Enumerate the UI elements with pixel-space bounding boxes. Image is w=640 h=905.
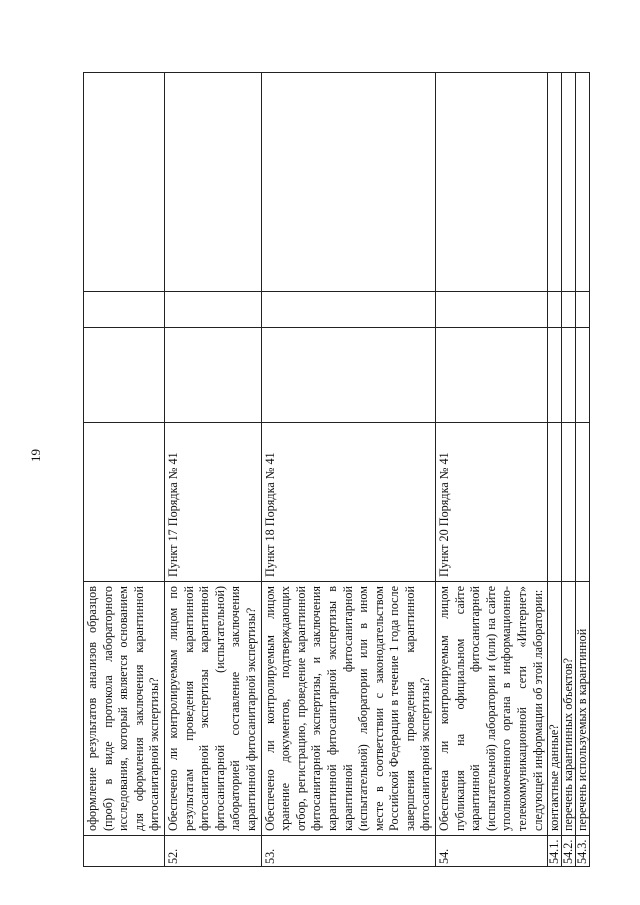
answer-cell [576,328,590,423]
table-row [436,73,548,867]
table-row [576,73,590,867]
note-cell [562,73,576,292]
reference-cell [84,423,165,582]
row-number: 53. [261,836,436,867]
table-row [562,73,576,867]
row-number: 54.1. [548,836,562,867]
answer-cell [436,292,548,328]
reference-cell: Пункт 18 Порядка № 41 [261,423,436,582]
reference-cell [548,423,562,582]
note-cell [164,73,261,292]
answer-cell [436,328,548,423]
row-number: 54. [436,836,548,867]
row-number: 52. [164,836,261,867]
answer-cell [548,292,562,328]
row-number: 54.2. [562,836,576,867]
answer-cell [164,328,261,423]
answer-cell [84,292,165,328]
table-row [261,73,436,867]
note-cell [576,73,590,292]
note-cell [436,73,548,292]
note-cell [261,73,436,292]
reference-cell [562,423,576,582]
answer-cell [562,328,576,423]
question-cell: контактные данные? [548,582,562,836]
table-row [548,73,562,867]
question-cell: Обеспечена ли контролируемым лицом публикация на официальном сайте карантинной фитосанитарной (испытательной) лаборатории и (или) на сайте уполномоченного органа в информационно-телекоммуникационной сети «Интернет» следующей информации об этой лаборатории: [436,582,548,836]
answer-cell [576,292,590,328]
page-number-container [28,0,48,905]
checklist-table-container [83,77,590,867]
page-number: 19 [28,449,43,462]
question-cell: перечень используемых в карантинной [576,582,590,836]
note-cell [548,73,562,292]
answer-cell [261,328,436,423]
table-row [84,73,165,867]
question-cell: Обеспечено ли контролируемым лицом хранение документов, подтверждающих отбор, регистрацию, проведение карантинной фитосанитарной экспертизы, и заключения карантинной фитосанитарной экспертизы в карантинной фитосанитарной (испытательной) лаборатории или в ином месте в соответствии с законодательством Российской Федерации в течение 1 года после завершения проведения карантинной фитосанитарной экспертизы? [261,582,436,836]
checklist-table [83,72,590,867]
row-number: 54.3. [576,836,590,867]
note-cell [84,73,165,292]
row-number [84,836,165,867]
reference-cell [576,423,590,582]
question-cell: оформление результатов анализов образцов (проб) в виде протокола лабораторного исследования, который является основанием для оформления заключения карантинной фитосанитарной экспертизы? [84,582,165,836]
reference-cell: Пункт 20 Порядка № 41 [436,423,548,582]
answer-cell [261,292,436,328]
question-cell: перечень карантинных объектов? [562,582,576,836]
answer-cell [164,292,261,328]
answer-cell [562,292,576,328]
question-cell: Обеспечено ли контролируемым лицом по результатам проведения карантинной фитосанитарной экспертизы карантинной фитосанитарной (испытательной) лабораторией составление заключения карантинной фитосанитарной экспертизы? [164,582,261,836]
reference-cell: Пункт 17 Порядка № 41 [164,423,261,582]
answer-cell [84,328,165,423]
answer-cell [548,328,562,423]
table-row [164,73,261,867]
